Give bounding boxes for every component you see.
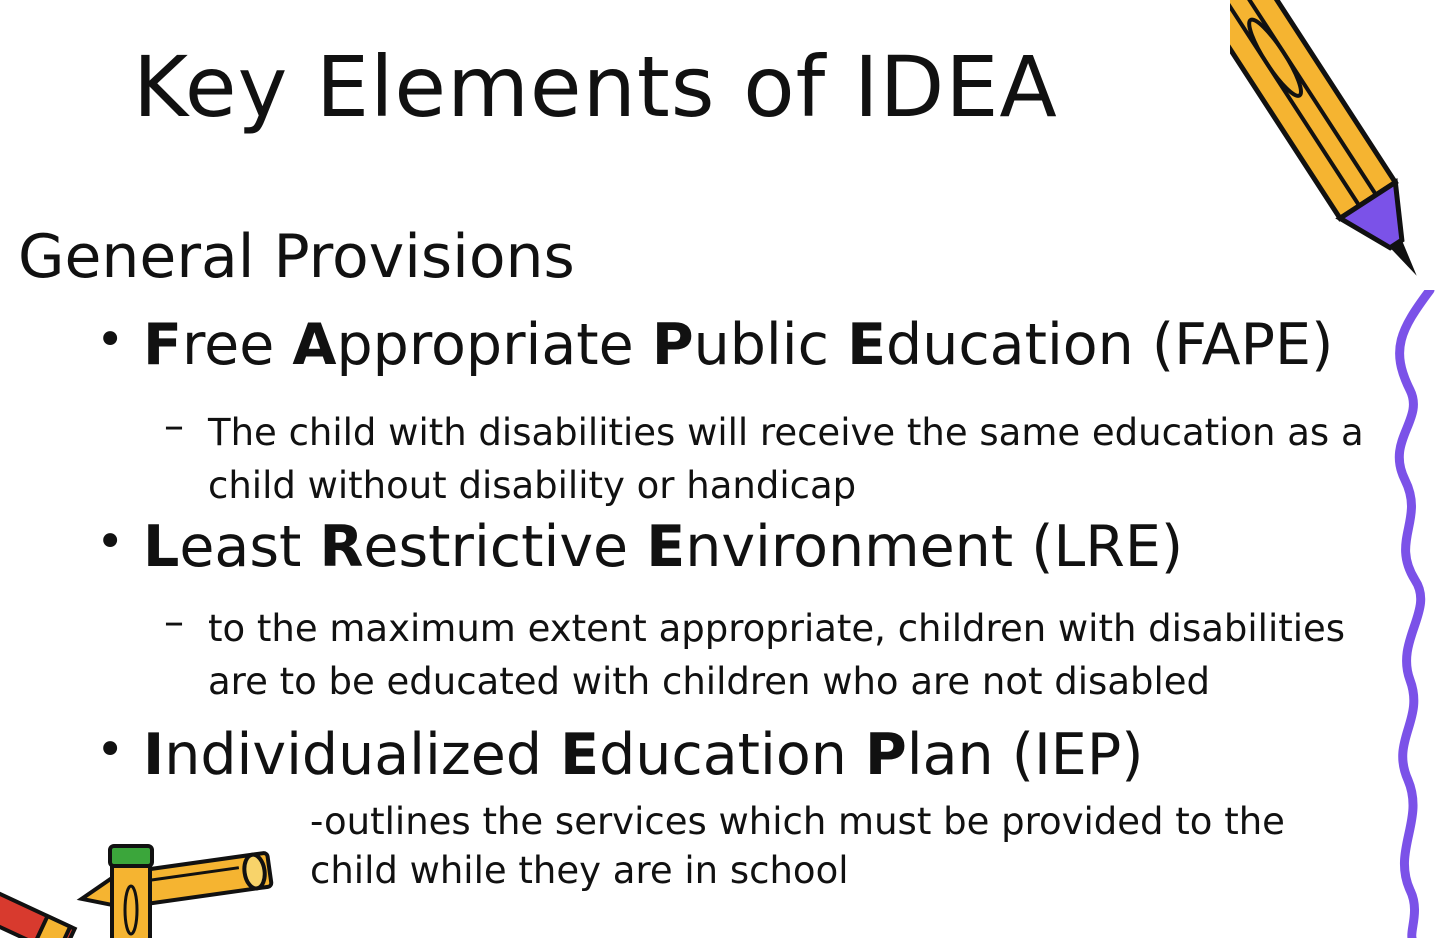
dash-marker: – <box>164 599 184 645</box>
wavy-line <box>1380 290 1440 938</box>
word-part: ublic <box>693 312 848 378</box>
bullet-dot: • <box>96 312 125 368</box>
word-part: ree <box>181 312 293 378</box>
initial-letter: R <box>319 514 364 580</box>
initial-letter: E <box>560 722 600 788</box>
fape-description-text: The child with disabilities will receive the same education as a child without disability or handicap <box>208 411 1364 507</box>
section-heading: General Provisions <box>18 222 575 292</box>
bullet-dot: • <box>96 722 125 778</box>
pencils-clipart <box>0 840 290 938</box>
initial-letter: F <box>143 312 182 378</box>
word-part: lan (IEP) <box>906 722 1144 788</box>
lre-description-text: to the maximum extent appropriate, children with disabilities are to be educated with children who are not disabled <box>208 607 1346 703</box>
word-part: ducation (FAPE) <box>886 312 1334 378</box>
word-part: ndividualized <box>164 722 561 788</box>
lre-description <box>164 599 1398 708</box>
slide-title: Key Elements of IDEA <box>133 38 1058 136</box>
initial-letter: A <box>292 312 337 378</box>
initial-letter: L <box>143 514 180 580</box>
iep-description: -outlines the services which must be provided to the child while they are in school <box>310 800 1285 892</box>
bullet-fape <box>96 312 1334 378</box>
bullet-lre <box>96 514 1184 580</box>
initial-letter: E <box>646 514 686 580</box>
initial-letter: P <box>651 312 694 378</box>
dash-marker: – <box>164 403 184 449</box>
initial-letter: I <box>143 722 165 788</box>
bullet-iep <box>96 722 1144 788</box>
pencil-icon <box>1230 0 1440 300</box>
word-part: ppropriate <box>336 312 652 378</box>
word-part: estrictive <box>363 514 647 580</box>
bullet-dot: • <box>96 514 125 570</box>
word-part: ducation <box>599 722 865 788</box>
initial-letter: P <box>864 722 907 788</box>
fape-description <box>164 403 1398 512</box>
word-part: east <box>179 514 320 580</box>
word-part: nvironment (LRE) <box>685 514 1184 580</box>
initial-letter: E <box>847 312 887 378</box>
